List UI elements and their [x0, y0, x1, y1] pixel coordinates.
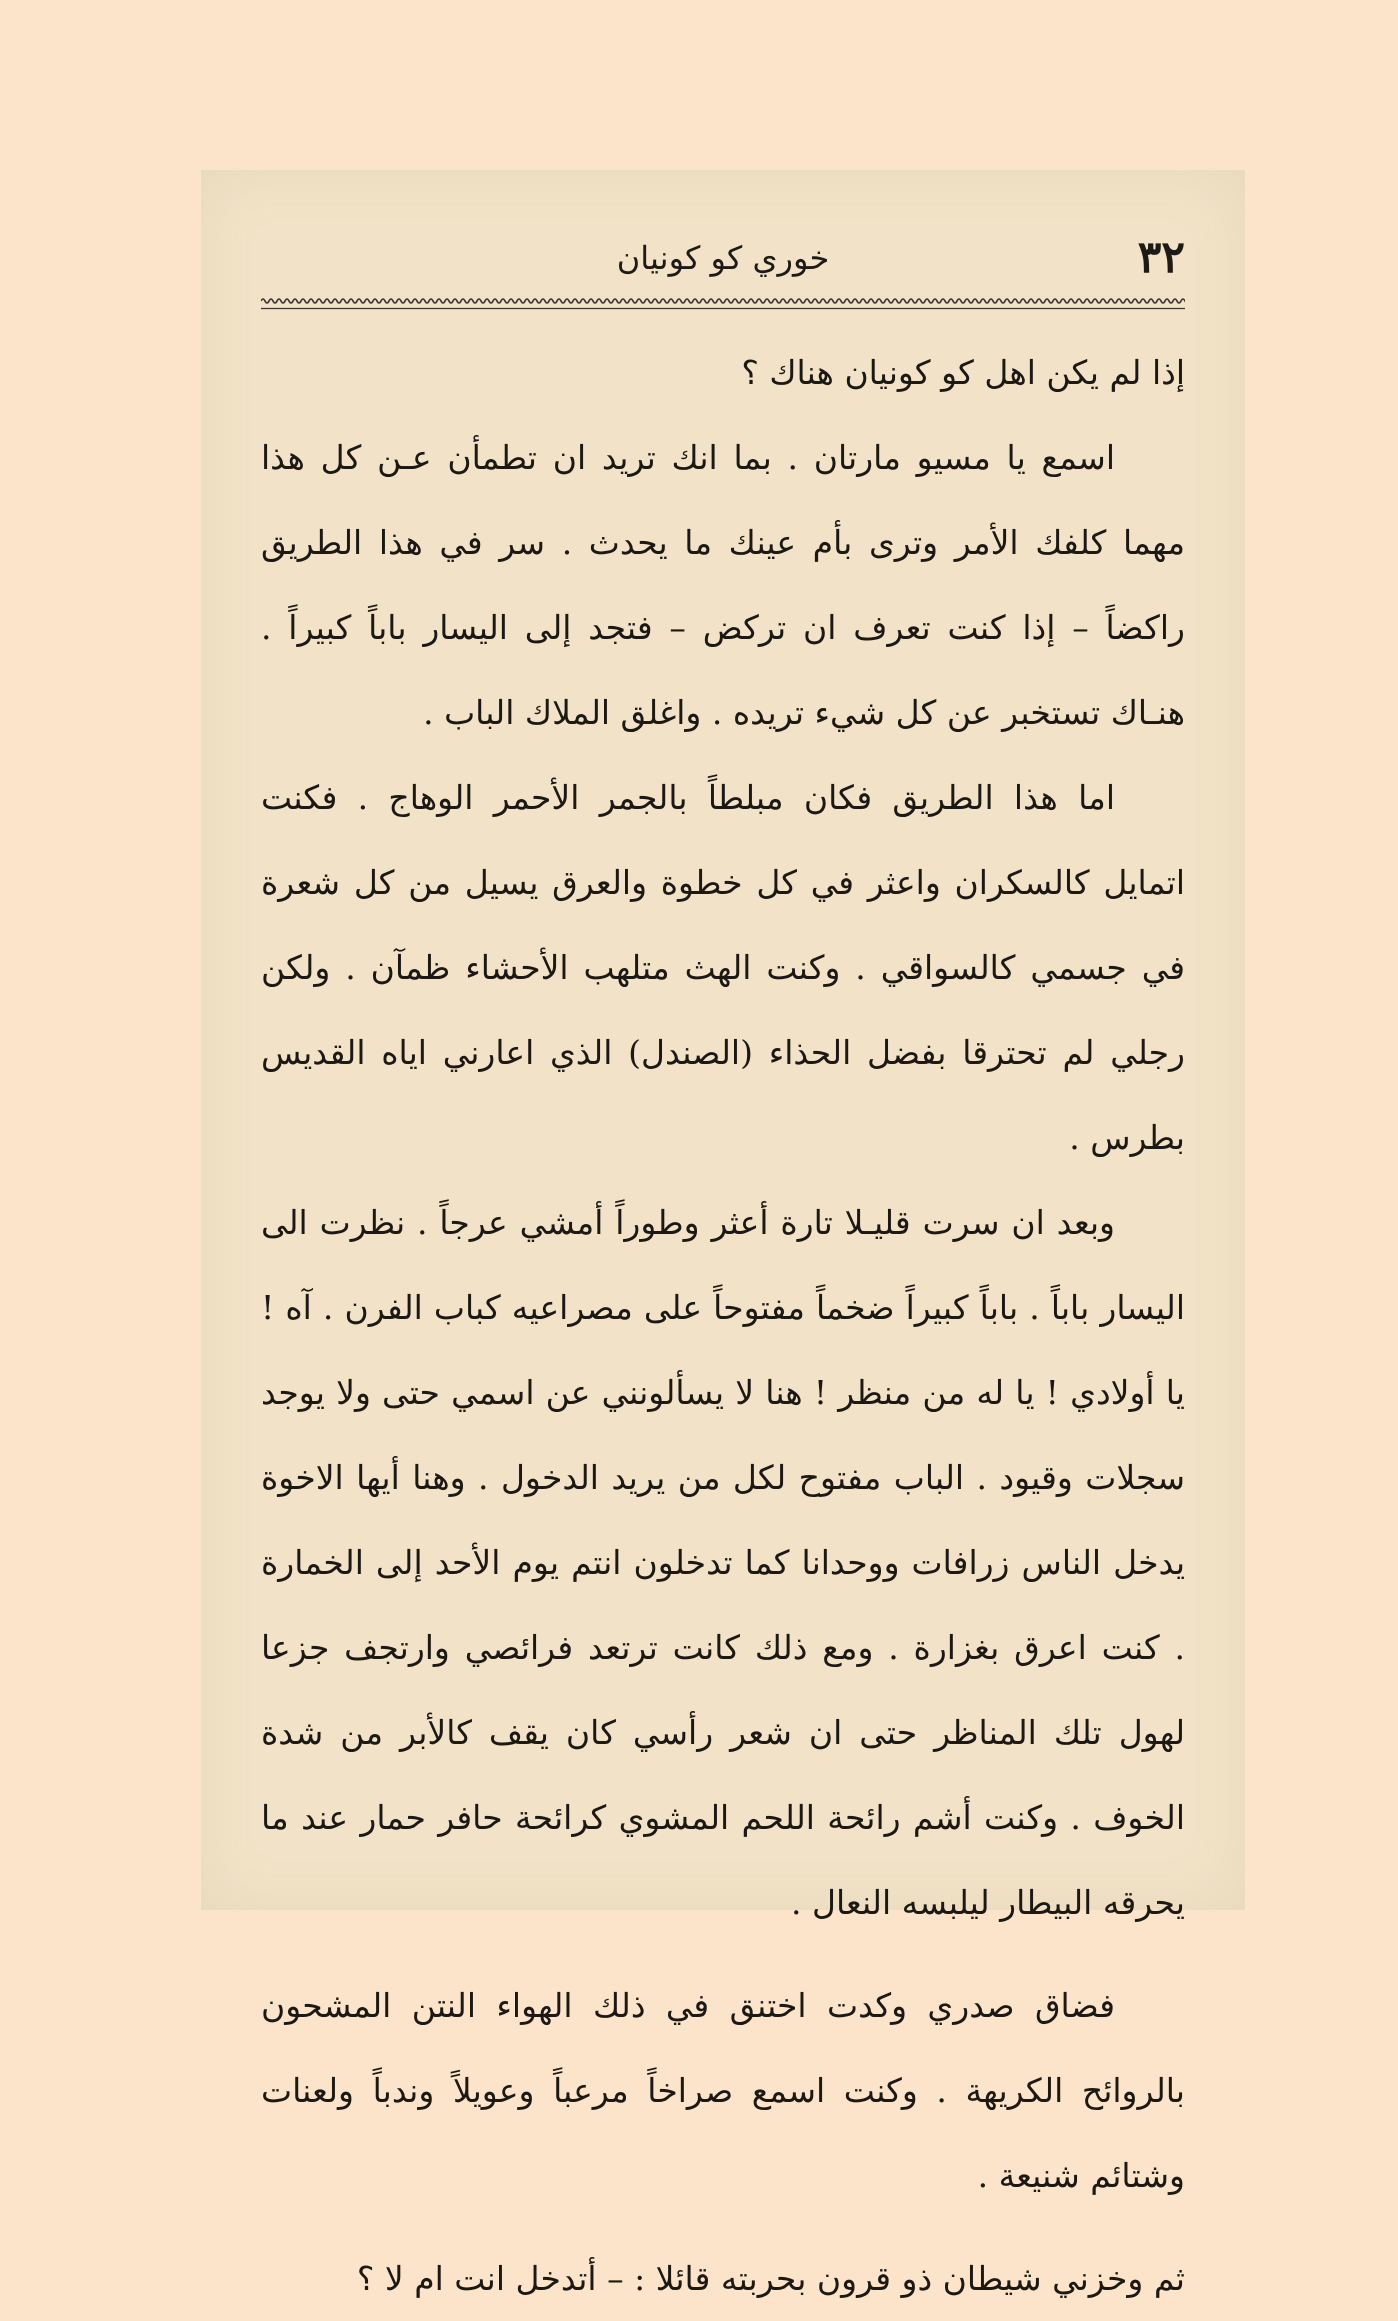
- paragraph: إذا لم يكن اهل كو كونيان هناك ؟: [741, 353, 1185, 392]
- page-number: ٣٢: [1137, 232, 1185, 283]
- running-head: خوري كو كونيان: [616, 239, 830, 277]
- body-text: [261, 330, 1185, 2321]
- page-header: [261, 218, 1185, 298]
- paragraph: ثم وخزني شيطان ذو قرون بحربته قائلا : – أتدخل انت ام لا ؟: [356, 2259, 1185, 2298]
- book-page: [201, 170, 1245, 2298]
- paragraph: فضاق صدري وكدت اختنق في ذلك الهواء النتن المشحون بالروائح الكريهة . وكنت اسمع صراخاً مرعباً وعويلاً وندباً ولعنات وشتائم شنيعة .: [261, 1986, 1185, 2195]
- header-wavy-rule: [261, 296, 1185, 310]
- paragraph: وبعد ان سرت قليـلا تارة أعثر وطوراً أمشي عرجاً . نظرت الى اليسار باباً . باباً كبيراً ضخماً مفتوحاً على مصراعيه كباب الفرن . آه ! يا أولادي ! يا له من منظر ! هنا لا يسألونني عن اسمي حتى ولا يوجد سجلات وقيود . الباب مفتوح لكل من يريد الدخول . وهنا أيها الاخوة يدخل الناس زرافات ووحدانا كما تدخلون انتم يوم الأحد إلى الخمارة . كنت اعرق بغزارة . ومع ذلك كانت ترتعد فرائصي وارتجف جزعا لهول تلك المناظر حتى ان شعر رأسي كان يقف كالأبر من شدة الخوف . وكنت أشم رائحة اللحم المشوي كرائحة حافر حمار عند ما يحرقه البيطار ليلبسه النعال .: [261, 1203, 1185, 1922]
- paragraph: اما هذا الطريق فكان مبلطاً بالجمر الأحمر الوهاج . فكنت اتمايل كالسكران واعثر في كل خطوة والعرق يسيل من كل شعرة في جسمي كالسواقي . وكنت الهث متلهب الأحشاء ظمآن . ولكن رجلي لم تحترقا بفضل الحذاء (الصندل) الذي اعارني اياه القديس بطرس .: [261, 778, 1185, 1157]
- paragraph: اسمع يا مسيو مارتان . بما انك تريد ان تطمأن عـن كل هذا مهما كلفك الأمر وترى بأم عينك ما يحدث . سر في هذا الطريق راكضاً – إذا كنت تعرف ان تركض – فتجد إلى اليسار باباً كبيراً . هنـاك تستخبر عن كل شيء تريده . واغلق الملاك الباب .: [261, 438, 1185, 732]
